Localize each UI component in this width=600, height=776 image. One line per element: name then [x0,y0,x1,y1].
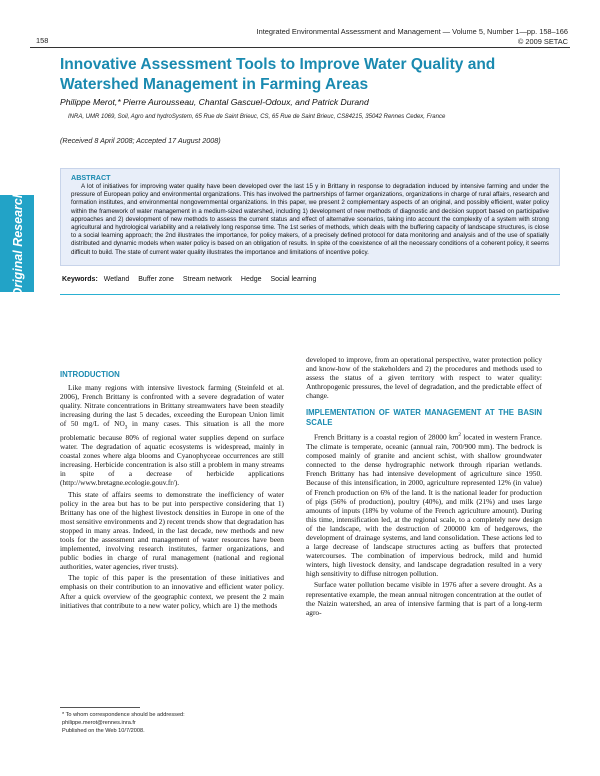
keywords-divider [60,294,560,295]
authors: Philippe Merot,* Pierre Aurousseau, Chantal Gascuel-Odoux, and Patrick Durand [60,97,369,107]
abstract-text: A lot of initiatives for improving water quality have been developed over the last 15 y in Brittany in response to degradation induced by intensive farming and under the pressure of European policy and environmental organizations. This has involved the partnerships of farmer organizations, organizations in charge of rural affairs, research and formation institutes, and environmental nongovernmental organizations. In this paper, we present 2 complementary aspects of an original, and possibly efficient, water policy within the framework of water management in a medium-sized watershed, including 1) development of new methods of diagnostic and decision support based on participative approaches and 2) development of new methods to assess the current status and effect of alternative scenarios, taking into account the complexity of a system with strong agricultural and hydrological variability and a relatively long response time. The 1st series of methods, which deals with the buffering capacity of landscape structures, is close to a social learning approach; the 2nd illustrates the importance, for policy makers, of a precisely defined protocol for data monitoring and analysis and of the use of spatially distributed and dynamic models when water policy is based on an obligation of results. In spite of the coexistence of all the necessary conditions of a coherent policy, it seems difficult to build. The state of current water quality illustrates the importance and limitations of incentive policy. [71,183,549,256]
keyword: Hedge [240,276,262,283]
keyword: Stream network [182,276,232,283]
keyword: Social learning [270,276,317,283]
paragraph: developed to improve, from an operational perspective, water protection policy and know-how of the stakeholders and 2) the procedures and methods used to assess the status of a given territory with respect to water quality: Anthropogenic pressures, the level of degradation, and the predictable effect of change. [306,355,542,401]
header-divider [30,47,570,48]
section-heading-introduction: INTRODUCTION [60,370,120,379]
footnote-correspondence: * To whom correspondence should be addressed: [62,712,185,718]
keywords [62,276,323,283]
footnote-email[interactable]: philippe.merot@rennes.inra.fr [62,720,136,726]
abstract-box [60,168,560,266]
paragraph: The topic of this paper is the presentation of these initiatives and emphasis on their contribution to an innovative and efficient water policy. After a quick overview of the geographic context, we present the 2 main initiatives that contribute to a new water policy, which are 1) the methods [60,573,284,610]
paragraph: This state of affairs seems to demonstrate the inefficiency of water policy in the area but has to be put into perspective considering that 1) Brittany has one of the highest livestock densities in Europe in one of the most sensitive environments and 2) recent trends show that degradation has stopped in many areas. Indeed, in the last decade, new methods and new tools for the assessment and management of water resources have been implemented, involving research institutes, farmer organizations, and public bodies in charge of rural management (national and regional authorities, water agencies, river trusts). [60,489,284,572]
article-title: Innovative Assessment Tools to Improve Water Quality and Watershed Management in Farming Areas [60,56,496,93]
side-tab-label: Original Research [11,190,25,298]
footnote-divider [60,707,140,708]
page-number: 158 [36,36,49,45]
keywords-label: Keywords: [62,276,98,283]
paragraph: French Brittany is a coastal region of 28000 $km^2$ located in western France. The climate is temperate, oceanic (annual rain, 700/900 mm). The bedrock is composed mainly of granite and ancient schist, with shallow groundwater connected to the dense hydrographic network through riparian wetlands. French Brittany has had intensive development of agriculture since 1950. Because of this intensification, in 2000, agriculture represented 12% (in value) of French production on 6% of the land. It is the national leader for production of pigs (56% of production), poultry (40%), and milk (21%) and uses large amounts of inputs (18% by volume of the French agriculture amount). During this time, intensification led, at the regional scale, to a completely new design of the landscape, with the destruction of 200000 km of hedgerows, the development of drainage systems, and land consolidation. These actions led to a large decrease of landscape structures acting as buffers that protected watercourses. The combination of impervious bedrock, mild and humid winters, high livestock density, and landscape degradation resulted in a very high sensitivity to diffuse nitrogen pollution. [306,432,542,579]
footnote-published: Published on the Web 10/7/2008. [62,728,145,734]
keyword: Buffer zone [138,276,174,283]
affiliation: INRA, UMR 1069, Soil, Agro and hydroSystem, 65 Rue de Saint Brieuc, CS, 65 Rue de Saint Brieuc, CS84215, 35042 Rennes Cedex, France [68,114,446,120]
received-dates: (Received 8 April 2008; Accepted 17 August 2008) [60,136,221,145]
keyword: Wetland [103,276,130,283]
footnotes [62,711,272,735]
left-column [60,370,284,612]
right-column [306,355,542,619]
paragraph: Surface water pollution became visible in 1976 after a severe drought. As a representative example, the mean annual nitrogen concentration at the outlet of the Naizin watershed, an area of intensive farming that is part of a long-term agro- [306,580,542,617]
paragraph: Like many regions with intensive livestock farming (Steinfeld et al. 2006), French Brittany is confronted with a severe degradation of water quality. Nitrate concentrations in Brittany streamwaters have been steadily increasing during the last 5 decades, exceeding the European Union limit of 50 mg/L of $NO_3$ in many cases. This situation is all the more problematic because 80% of regional water supplies depend on surface water. The degradation of aquatic ecosystems is widespread, mainly in coastal zones where alga blooms and Cyanophyceae occurrences are still increasing. Herbicide concentration is also still a problem in many streams in spite of a decrease of herbicide applications (http://www.bretagne.ecologie.gouv.fr/). [60,383,284,488]
section-heading-implementation: IMPLEMENTATION OF WATER MANAGEMENT AT THE BASIN SCALE [306,408,542,428]
copyright: © 2009 SETAC [517,37,568,46]
abstract-heading: ABSTRACT [71,173,111,182]
journal-citation: Integrated Environmental Assessment and Management — Volume 5, Number 1—pp. 158–166 [256,27,568,36]
journal-header [257,27,568,47]
